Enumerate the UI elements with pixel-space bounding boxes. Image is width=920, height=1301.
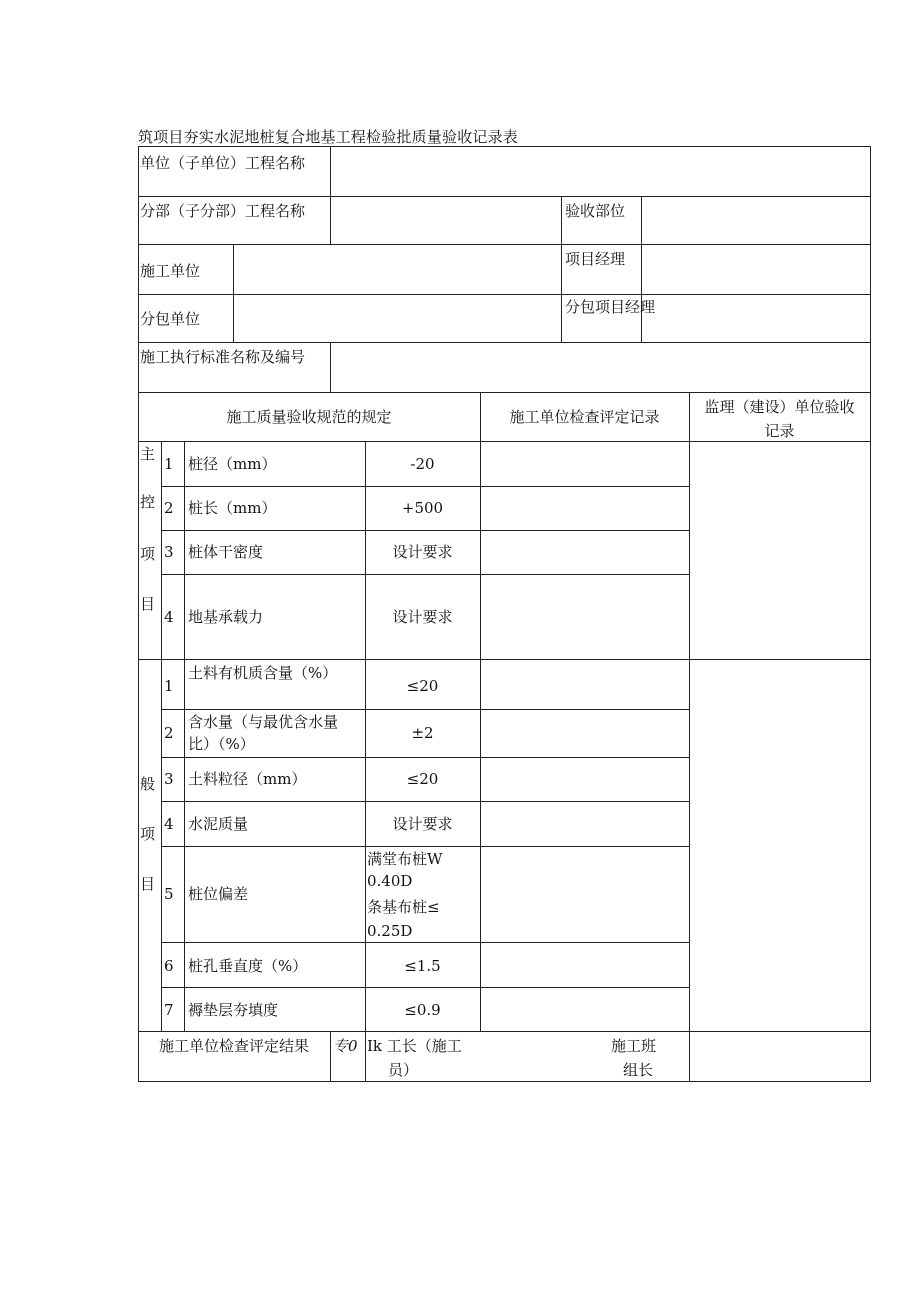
general-group-char: 项 — [140, 825, 156, 843]
general-group-char: 目 — [140, 875, 156, 893]
page-title: 筑项目夯实水泥地桩复合地基工程检验批质量验收记录表 — [138, 128, 519, 146]
main-item-value: -20 — [410, 455, 435, 473]
main-item-value: 设计要求 — [392, 543, 453, 561]
acceptance-part-label: 验收部位 — [565, 202, 626, 220]
general-item-no: 7 — [164, 1001, 174, 1019]
general-item-value-line2: 0.40D — [367, 872, 413, 890]
project-manager-label: 项目经理 — [565, 250, 626, 268]
general-item-name: 褥垫层夯填度 — [188, 1001, 279, 1019]
general-item-no: 2 — [164, 724, 174, 742]
main-item-no: 3 — [164, 543, 174, 561]
general-item-value: ≤0.9 — [404, 1001, 441, 1019]
general-item-value: 满堂布桩W — [367, 850, 443, 868]
general-item-name: 水泥质量 — [188, 815, 249, 833]
main-item-name: 桩径（mm） — [188, 455, 277, 473]
main-group-char: 主 — [140, 445, 156, 463]
general-item-name: 桩孔垂直度（%） — [188, 957, 308, 975]
subcontract-unit-label: 分包单位 — [140, 310, 201, 328]
general-item-value: ±2 — [411, 724, 434, 742]
general-item-name: 土料有机质含量（%） — [188, 664, 338, 682]
main-item-value: +500 — [401, 499, 444, 517]
general-item-value: 设计要求 — [392, 815, 453, 833]
foreman-label: Ik 工长（施工 — [367, 1037, 462, 1055]
general-item-value: ≤20 — [406, 770, 439, 788]
spec-column-header: 施工质量验收规范的规定 — [226, 408, 392, 426]
sub-project-name-label: 分部（子分部）工程名称 — [140, 202, 306, 220]
general-item-name: 含水量（与最优含水量 — [188, 713, 339, 731]
main-item-no: 1 — [164, 455, 174, 473]
general-item-value-line3: 条基布桩≤ — [367, 898, 440, 916]
unit-project-name-label: 单位（子单位）工程名称 — [140, 154, 306, 172]
main-item-value: 设计要求 — [392, 608, 453, 626]
main-item-name: 桩长（mm） — [188, 499, 277, 517]
general-item-name-line2: 比）（%） — [188, 735, 255, 753]
general-item-value: ≤20 — [406, 677, 439, 695]
main-item-no: 4 — [164, 608, 174, 626]
general-group-char: 般 — [140, 775, 156, 793]
general-item-no: 1 — [164, 677, 174, 695]
general-item-name: 土料粒径（mm） — [188, 770, 307, 788]
main-item-name: 地基承载力 — [188, 608, 264, 626]
foreman-label-line2: 员） — [388, 1061, 419, 1079]
team-leader-label: 施工班 — [611, 1037, 657, 1055]
general-item-no: 4 — [164, 815, 174, 833]
general-item-no: 6 — [164, 957, 174, 975]
main-item-name: 桩体干密度 — [188, 543, 264, 561]
result-label: 施工单位检查评定结果 — [158, 1037, 309, 1055]
general-item-value-line4: 0.25D — [367, 922, 413, 940]
general-item-no: 5 — [164, 885, 174, 903]
main-group-char: 目 — [140, 595, 156, 613]
general-item-name: 桩位偏差 — [188, 885, 249, 903]
main-group-char: 控 — [140, 493, 156, 511]
supervisor-record-header: 监理（建设）单位验收 — [704, 398, 855, 416]
team-leader-label-line2: 组长 — [623, 1061, 654, 1079]
result-mark: 专0 — [333, 1037, 358, 1055]
subcontract-manager-label: 分包项目经理 — [565, 298, 656, 316]
standard-name-label: 施工执行标准名称及编号 — [140, 348, 306, 366]
construction-unit-label: 施工单位 — [140, 262, 201, 280]
supervisor-record-header-line2: 记录 — [764, 422, 795, 440]
general-item-no: 3 — [164, 770, 174, 788]
contractor-record-header: 施工单位检查评定记录 — [509, 408, 660, 426]
main-group-char: 项 — [140, 545, 156, 563]
general-item-value: ≤1.5 — [404, 957, 441, 975]
main-item-no: 2 — [164, 499, 174, 517]
